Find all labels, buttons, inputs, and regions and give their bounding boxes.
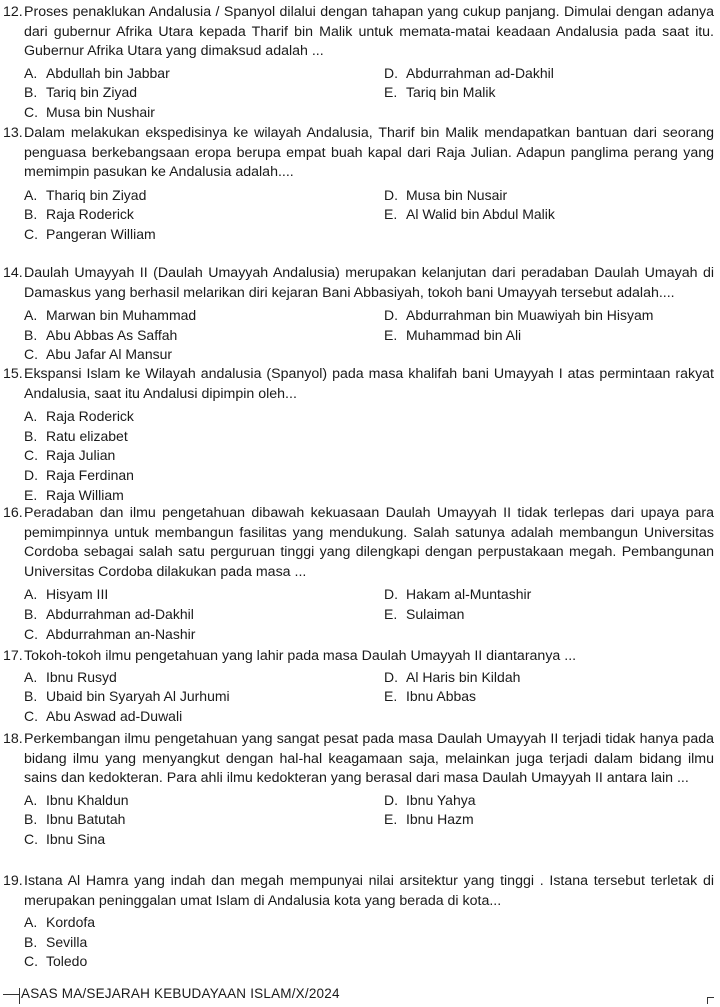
question-text: Ekspansi Islam ke Wilayah andalusia (Spanyol) pada masa khalifah bani Umayyah I atas permintaan rakyat Andalusia, saat itu Andalusi dipimpin oleh... <box>24 366 714 402</box>
question-number: 18. <box>3 731 23 747</box>
option-e[interactable]: E. Al Walid bin Abdul Malik <box>384 206 555 223</box>
question-12 <box>0 3 714 123</box>
footer-divider <box>19 988 20 1004</box>
option-b[interactable]: B. Ibnu Batutah <box>24 811 126 828</box>
question-text: Istana Al Hamra yang indah dan megah mempunyai nilai arsitektur yang tinggi . Istana tersebut terletak di merupakan peninggalan umat Islam di Andalusia kota yang berada di kota... <box>24 873 714 909</box>
question-text: Proses penaklukan Andalusia / Spanyol dilalui dengan tahapan yang cukup panjang. Dimulai dengan adanya dari gubernur Afrika Utara kepada Tharif bin Malik untuk memata-matai keadaan Andalusia pada saat itu. Gubernur Afrika Utara yang dimaksud adalah ... <box>24 4 714 60</box>
question-text: Perkembangan ilmu pengetahuan yang sangat pesat pada masa Daulah Umayyah II terjadi tidak hanya pada bidang ilmu yang menyangkut dengan hal-hal keagamaan saja, melainkan juga terjadi dalam bidang ilmu sains dan kedokteran. Para ahli ilmu kedokteran yang berasal dari masa Daulah Umayyah II antara lain ... <box>24 731 714 787</box>
option-c[interactable]: C. Abu Jafar Al Mansur <box>24 346 173 363</box>
option-a[interactable]: A. Thariq bin Ziyad <box>24 186 147 203</box>
option-b[interactable]: B. Tariq bin Ziyad <box>24 84 138 101</box>
option-a[interactable]: A. Kordofa <box>24 914 96 931</box>
question-text: Peradaban dan ilmu pengetahuan dibawah kekuasaan Daulah Umayyah II tidak terlepas dari upaya para pemimpinnya untuk membangun fasilitas yang mendukung. Salah satunya adalah membangun Universitas Cordoba sebagai salah satu perguruan tinggi yang dilengkapi dengan perpustakaan megah. Pembangunan Universitas Cordoba dilakukan pada masa ... <box>24 505 714 580</box>
question-13 <box>0 124 714 245</box>
option-b[interactable]: B. Abu Abbas As Saffah <box>24 326 178 343</box>
question-15 <box>0 365 714 505</box>
option-a[interactable]: A. Hisyam III <box>24 586 109 603</box>
option-c[interactable]: C. Toledo <box>24 953 88 970</box>
option-d[interactable]: D. Hakam al-Muntashir <box>384 586 532 603</box>
question-number: 13. <box>3 125 23 141</box>
option-b[interactable]: B. Ratu elizabet <box>24 427 128 444</box>
footer-label: ASAS MA/SEJARAH KEBUDAYAAN ISLAM/X/2024 <box>21 986 340 1001</box>
option-c[interactable]: C. Pangeran William <box>24 225 156 242</box>
option-d[interactable]: D. Ibnu Yahya <box>384 791 476 808</box>
option-b[interactable]: B. Raja Roderick <box>24 206 134 223</box>
option-b[interactable]: B. Sevilla <box>24 933 88 950</box>
question-number: 17. <box>3 648 23 664</box>
option-e[interactable]: E. Muhammad bin Ali <box>384 326 522 343</box>
option-a[interactable]: A. Abdullah bin Jabbar <box>24 64 170 81</box>
question-text: Tokoh-tokoh ilmu pengetahuan yang lahir pada masa Daulah Umayyah II diantaranya ... <box>24 648 577 664</box>
footer-rule <box>3 994 19 995</box>
option-c[interactable]: C. Abdurrahman an-Nashir <box>24 625 196 642</box>
question-16 <box>0 504 714 644</box>
question-number: 19. <box>3 873 23 889</box>
option-d[interactable]: D. Raja Ferdinan <box>24 466 134 483</box>
option-c[interactable]: C. Abu Aswad ad-Duwali <box>24 707 183 724</box>
option-b[interactable]: B. Ubaid bin Syaryah Al Jurhumi <box>24 688 230 705</box>
option-e[interactable]: E. Sulaiman <box>384 605 465 622</box>
question-number: 14. <box>3 265 23 281</box>
option-c[interactable]: C. Raja Julian <box>24 447 116 464</box>
page-footer <box>0 985 720 1007</box>
option-a[interactable]: A. Marwan bin Muhammad <box>24 307 197 324</box>
option-e[interactable]: E. Tariq bin Malik <box>384 84 496 101</box>
option-a[interactable]: A. Ibnu Khaldun <box>24 791 129 808</box>
question-number: 12. <box>3 4 23 20</box>
option-d[interactable]: D. Abdurrahman ad-Dakhil <box>384 64 554 81</box>
question-19 <box>0 872 714 972</box>
option-c[interactable]: C. Ibnu Sina <box>24 830 106 847</box>
question-18 <box>0 730 714 850</box>
option-c[interactable]: C. Musa bin Nushair <box>24 103 155 120</box>
option-e[interactable]: E. Raja William <box>24 486 124 503</box>
option-e[interactable]: E. Ibnu Hazm <box>384 811 474 828</box>
option-d[interactable]: D. Abdurrahman bin Muawiyah bin Hisyam <box>384 307 654 324</box>
option-e[interactable]: E. Ibnu Abbas <box>384 688 477 705</box>
question-number: 16. <box>3 505 23 521</box>
question-number: 15. <box>3 366 23 382</box>
option-d[interactable]: D. Al Haris bin Kildah <box>384 668 521 685</box>
option-b[interactable]: B. Abdurrahman ad-Dakhil <box>24 605 194 622</box>
option-a[interactable]: A. Ibnu Rusyd <box>24 668 117 685</box>
option-a[interactable]: A. Raja Roderick <box>24 408 134 425</box>
question-text: Dalam melakukan ekspedisinya ke wilayah Andalusia, Tharif bin Malik mendapatkan bantuan dari seorang penguasa berkebangsaan eropa berupa empat buah kapal dari Raja Julian. Adapun panglima perang yang memimpin pasukan ke Andalusia adalah.... <box>24 125 714 181</box>
question-text: Daulah Umayyah II (Daulah Umayyah Andalusia) merupakan kelanjutan dari peradaban Daulah Umayah di Damaskus yang berhasil melarikan diri kejaran Bani Abbasiyah, tokoh bani Umayyah tersebut adalah.... <box>24 265 714 301</box>
question-14 <box>0 264 714 365</box>
corner-mark-icon <box>707 997 714 1004</box>
question-17 <box>0 647 714 726</box>
option-d[interactable]: D. Musa bin Nusair <box>384 186 508 203</box>
